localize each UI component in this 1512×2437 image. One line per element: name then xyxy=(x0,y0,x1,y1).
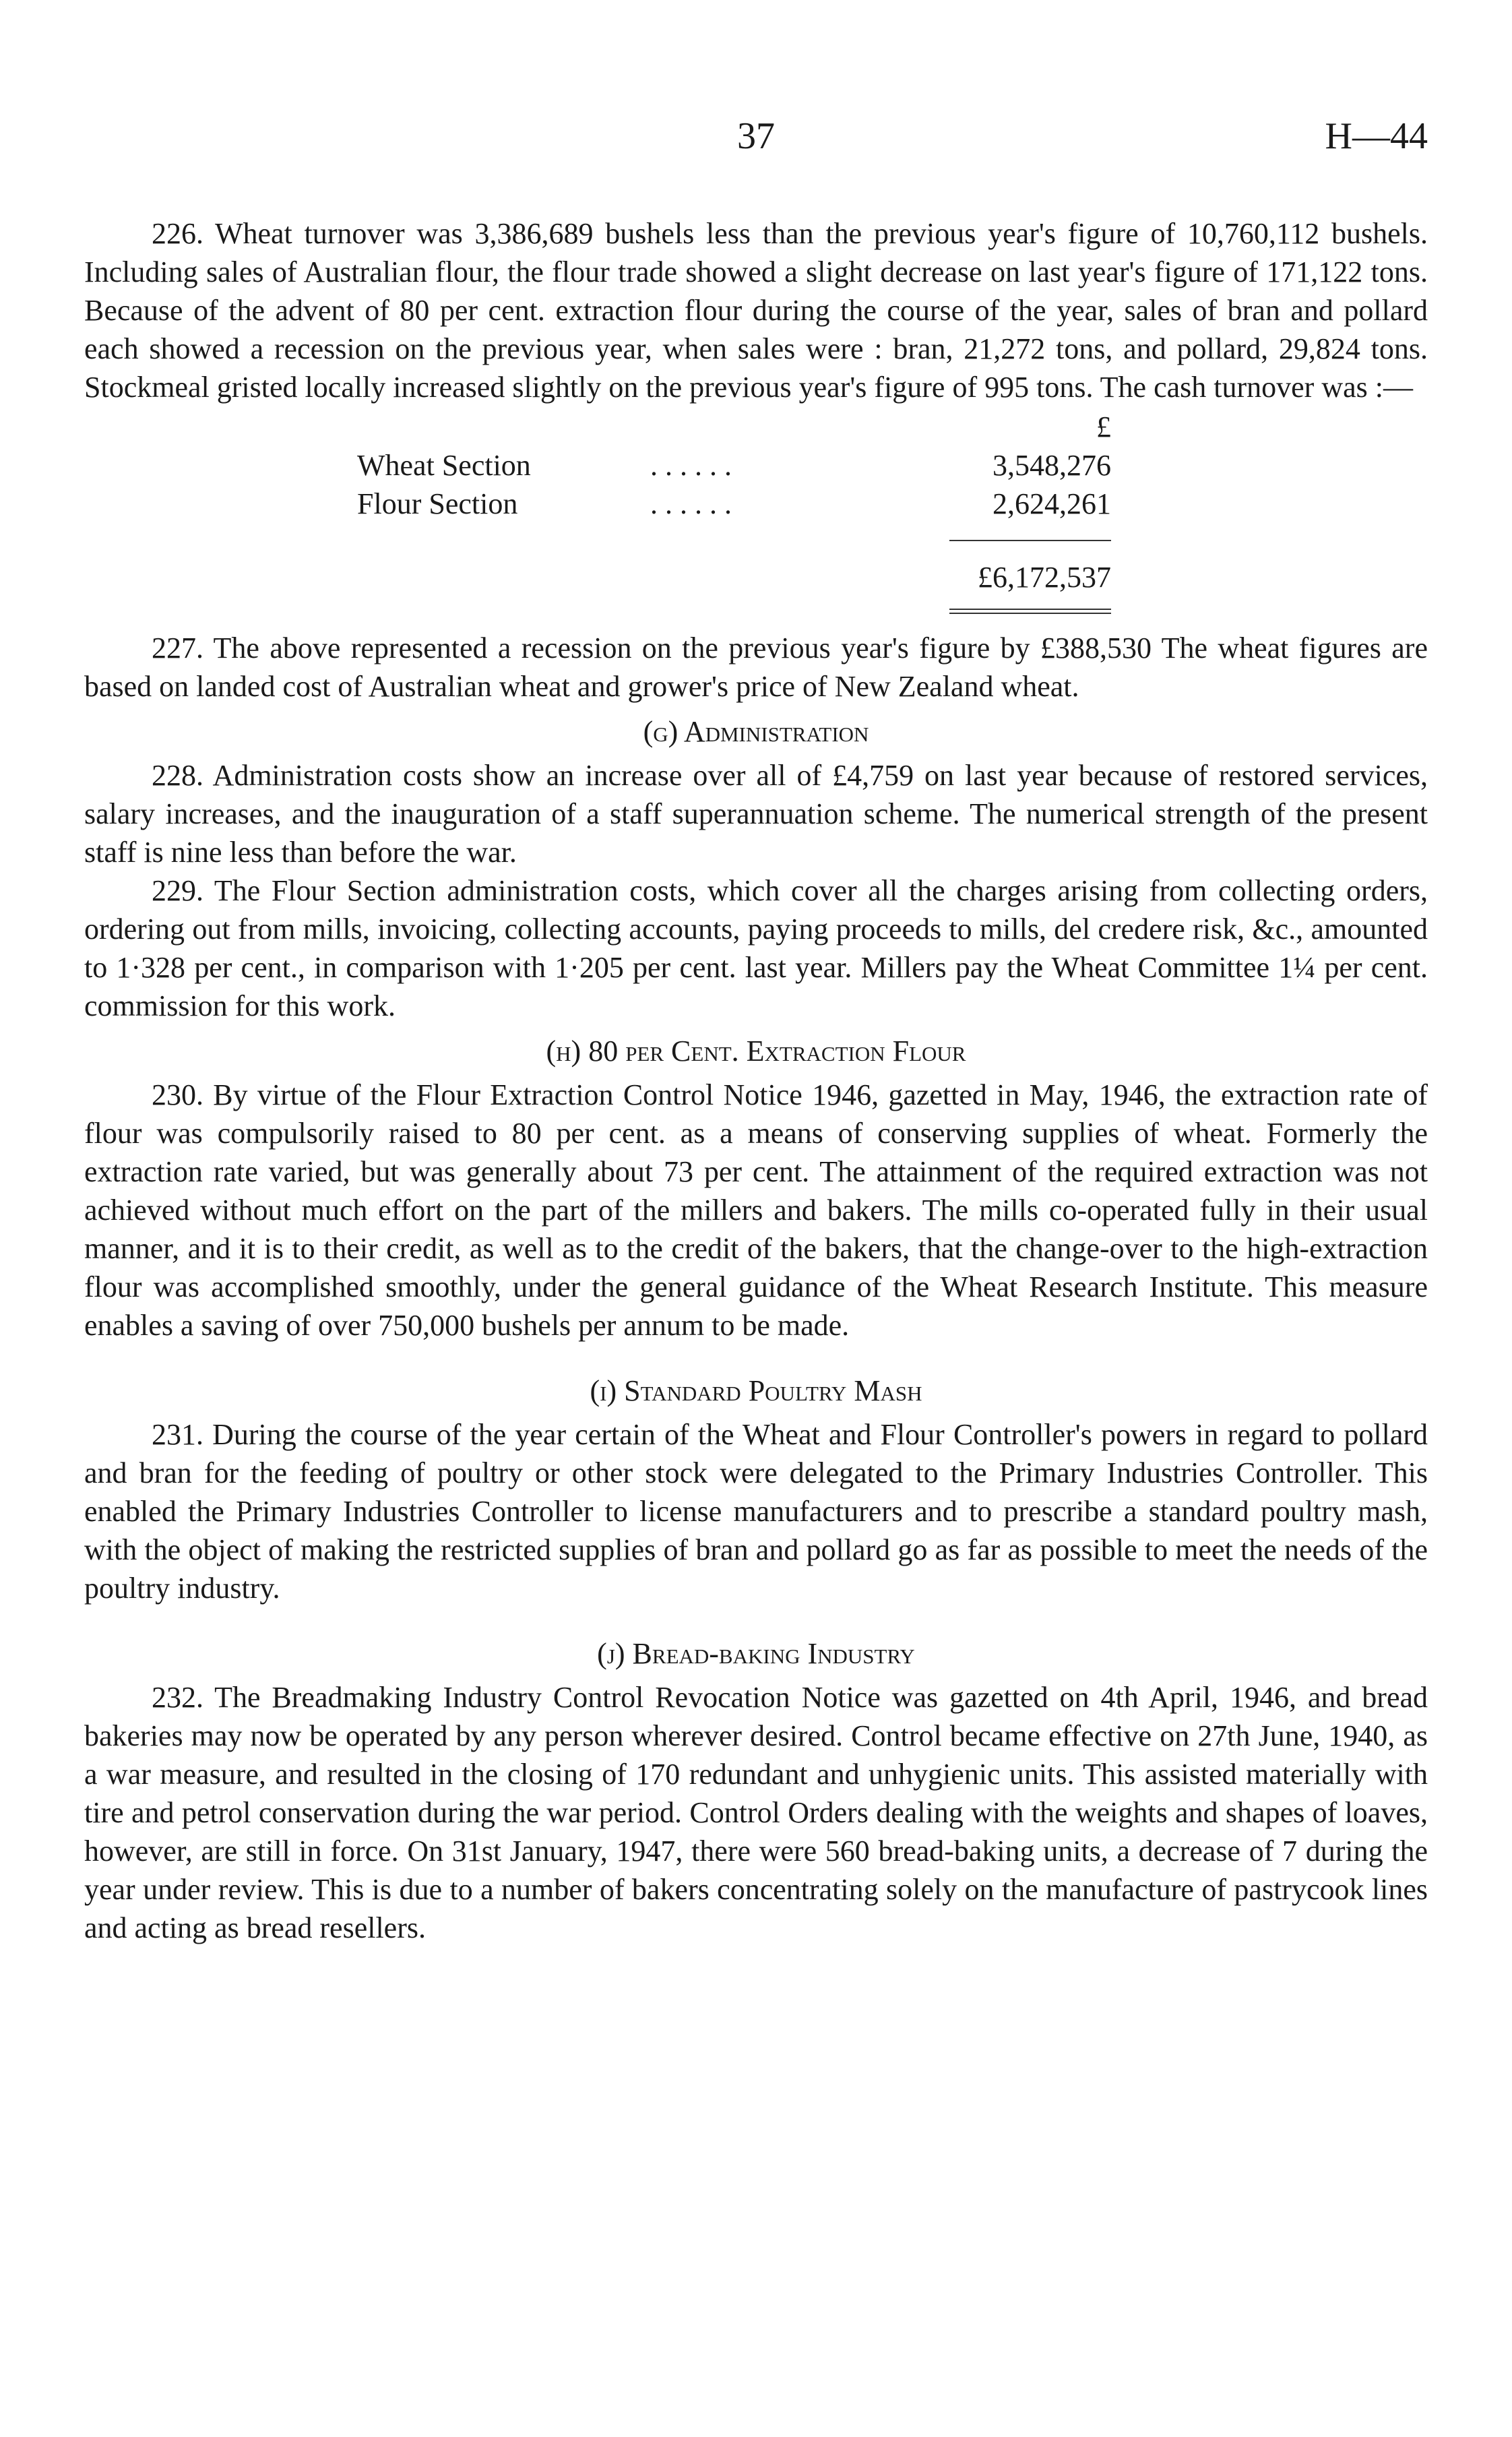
section-heading-bread-baking: (j) Bread-baking Industry xyxy=(597,1637,915,1670)
cash-turnover-total: £6,172,537 xyxy=(978,561,1111,594)
paragraph-232: 232. The Breadmaking Industry Control Revocation Notice was gazetted on 4th April, 1946, and bread bakeries may now be operated by any person wherever desired. Control became effective on 27th June, 1940, as a war measure, and resulted in the closing of 170 redundant and unhygienic units. This assisted materially with tire and petrol conservation during the war period. Control Orders dealing with the weights and shapes of loaves, however, are still in force. On 31st January, 1947, there were 560 bread-baking units, a decrease of 7 during the year under review. This is due to a number of bakers concentrating solely on the manufacture of pastrycook lines and acting as bread resellers. xyxy=(84,1681,1428,1944)
table-row-leaders: . . . . . . xyxy=(650,487,732,520)
section-heading-extraction-flour: (h) 80 per Cent. Extraction Flour xyxy=(546,1035,966,1068)
total-double-rule xyxy=(949,609,1111,610)
page-body xyxy=(84,214,1428,1947)
table-row-amount: 3,548,276 xyxy=(993,449,1111,482)
paragraph-231: 231. During the course of the year certain of the Wheat and Flour Controller's powers in regard to pollard and bran for the feeding of poultry or other stock were delegated to the Primary Industries Controller. This enabled the Primary Industries Controller to license manufacturers and to prescribe a standard poultry mash, with the object of making the restricted supplies of bran and pollard go as far as possible to meet the needs of the poultry industry. xyxy=(84,1418,1428,1605)
table-row-amount: 2,624,261 xyxy=(993,487,1111,520)
paragraph-226: 226. Wheat turnover was 3,386,689 bushels less than the previous year's figure of 10,760,112 bushels. Including sales of Australian flour, the flour trade showed a slight decrease on last year's figure of 171,122 tons. Because of the advent of 80 per cent. extraction flour during the course of the year, sales of bran and pollard each showed a recession on the previous year, when sales were : bran, 21,272 tons, and pollard, 29,824 tons. Stockmeal gristed locally increased slightly on the previous year's figure of 995 tons. The cash turnover was :— xyxy=(84,217,1428,404)
currency-symbol: £ xyxy=(1096,410,1111,443)
paragraph-230: 230. By virtue of the Flour Extraction Control Notice 1946, gazetted in May, 1946, the extraction rate of flour was compulsorily raised to 80 per cent. as a means of conserving supplies of wheat. Formerly the extraction rate varied, but was generally about 73 per cent. The attainment of the required extraction was not achieved without much effort on the part of the millers and bakers. The mills co-operated fully in their usual manner, and it is to their credit, as well as to the credit of the bakers, that the change-over to the high-extraction flour was accomplished smoothly, under the general guidance of the Wheat Research Institute. This measure enables a saving of over 750,000 bushels per annum to be made. xyxy=(84,1078,1428,1342)
section-heading-administration: (g) Administration xyxy=(643,715,869,748)
table-row-leaders: . . . . . . xyxy=(650,449,732,482)
table-row-label: Wheat Section xyxy=(357,449,531,482)
table-row-label: Flour Section xyxy=(357,487,518,520)
section-heading-poultry-mash: (i) Standard Poultry Mash xyxy=(590,1374,922,1407)
subtotal-rule xyxy=(949,540,1111,541)
cash-turnover-table xyxy=(84,406,1428,629)
paragraph-227: 227. The above represented a recession on the previous year's figure by £388,530 The wheat figures are based on landed cost of Australian wheat and grower's price of New Zealand wheat. xyxy=(84,631,1428,703)
page-header xyxy=(84,115,1428,168)
paragraph-229: 229. The Flour Section administration costs, which cover all the charges arising from collecting orders, ordering out from mills, invoicing, collecting accounts, paying proceeds to mills, del credere risk, &c., amounted to 1·328 per cent., in comparison with 1·205 per cent. last year. Millers pay the Wheat Committee 1¼ per cent. commission for this work. xyxy=(84,874,1428,1022)
page-number: 37 xyxy=(737,115,775,157)
document-reference: H—44 xyxy=(1325,115,1428,157)
total-double-rule xyxy=(949,613,1111,614)
paragraph-228: 228. Administration costs show an increase over all of £4,759 on last year because of restored services, salary increases, and the inauguration of a staff superannuation scheme. The numerical strength of the present staff is nine less than before the war. xyxy=(84,759,1428,869)
